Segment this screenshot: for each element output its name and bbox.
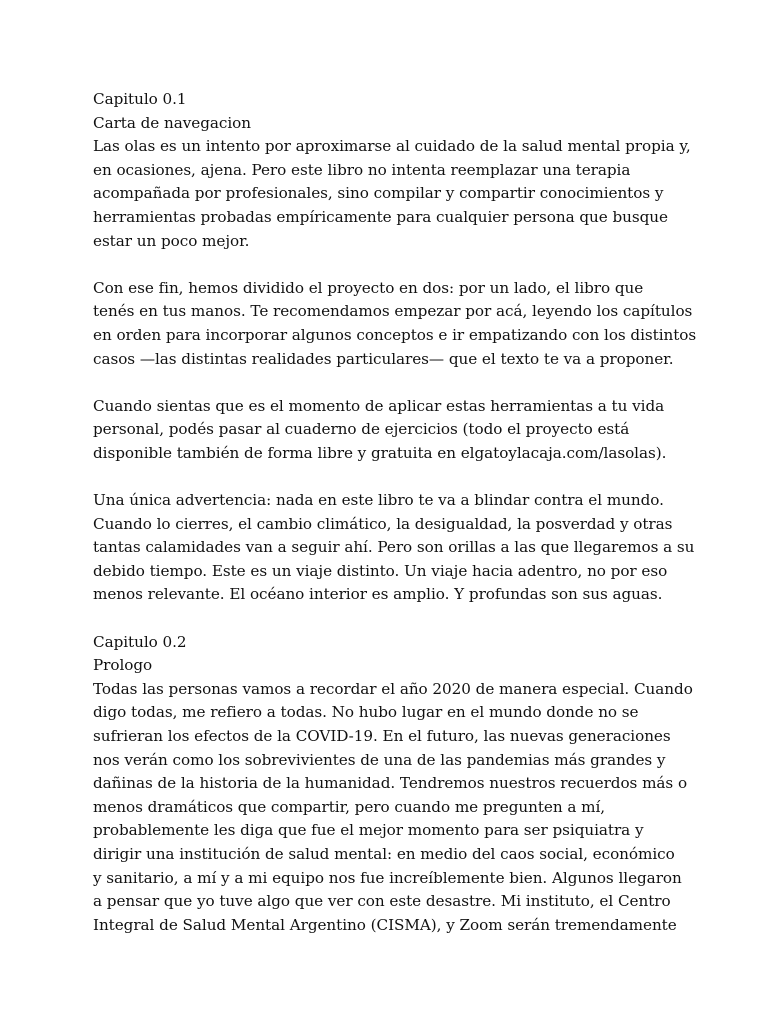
text-line: en ocasiones, ajena. Pero este libro no intenta reemplazar una terapia [93, 160, 631, 179]
paragraph [93, 678, 693, 938]
text-line: personal, podés pasar al cuaderno de ejercicios (todo el proyecto está [93, 420, 630, 439]
paragraph-gap [93, 371, 683, 395]
text-line: Cuando sientas que es el momento de aplicar estas herramientas a tu vida [93, 396, 665, 415]
text-line: Una única advertencia: nada en este libro te va a blindar contra el mundo. [93, 491, 664, 510]
text-line: tantas calamidades van a seguir ahí. Pero son orillas a las que llegaremos a su [93, 538, 695, 557]
text-line: acompañada por profesionales, sino compilar y compartir conocimientos y [93, 184, 664, 203]
text-line: en orden para incorporar algunos conceptos e ir empatizando con los distintos [93, 325, 697, 344]
chapter-section [93, 88, 697, 607]
paragraph-gap [93, 466, 683, 490]
text-line: Con ese fin, hemos dividido el proyecto en dos: por un lado, el libro que [93, 278, 644, 297]
paragraph [93, 135, 691, 253]
chapter-title: Carta de navegacion [93, 113, 251, 132]
text-line: Cuando lo cierres, el cambio climático, la desigualdad, la posverdad y otras [93, 514, 673, 533]
text-line: a pensar que yo tuve algo que ver con este desastre. Mi instituto, el Centro [93, 892, 671, 911]
section-gap [93, 607, 683, 631]
text-line: dañinas de la historia de la humanidad. Tendremos nuestros recuerdos más o [93, 774, 688, 793]
text-line: disponible también de forma libre y gratuita en elgatoylacaja.com/lasolas). [93, 443, 667, 462]
text-line: tenés en tus manos. Te recomendamos empezar por acá, leyendo los capítulos [93, 302, 693, 321]
text-line: menos relevante. El océano interior es amplio. Y profundas son sus aguas. [93, 585, 663, 604]
chapter-title: Prologo [93, 656, 153, 675]
chapter-number: Capitulo 0.1 [93, 90, 187, 108]
text-line: herramientas probadas empíricamente para cualquier persona que busque [93, 207, 668, 226]
text-line: Todas las personas vamos a recordar el año 2020 de manera especial. Cuando [93, 679, 693, 698]
text-line: digo todas, me refiero a todas. No hubo lugar en el mundo donde no se [93, 703, 639, 722]
text-line: nos verán como los sobrevivientes de una de las pandemias más grandes y [93, 750, 666, 769]
paragraph [93, 277, 697, 371]
paragraph [93, 395, 683, 466]
text-line: Las olas es un intento por aproximarse al cuidado de la salud mental propia y, [93, 137, 691, 156]
paragraph [93, 489, 695, 607]
text-line: probablemente les diga que fue el mejor momento para ser psiquiatra y [93, 821, 644, 840]
text-line: dirigir una institución de salud mental: en medio del caos social, económico [93, 845, 675, 863]
text-line: casos —las distintas realidades particulares— que el texto te va a proponer. [93, 349, 674, 368]
text-line: debido tiempo. Este es un viaje distinto. Un viaje hacia adentro, no por eso [93, 561, 668, 580]
chapter-section [93, 607, 693, 937]
paragraph-gap [93, 253, 683, 277]
text-line: estar un poco mejor. [93, 231, 250, 250]
text-line: Integral de Salud Mental Argentino (CISMA), y Zoom serán tremendamente [93, 915, 677, 934]
chapter-number: Capitulo 0.2 [93, 632, 187, 651]
document-page [93, 88, 697, 937]
text-line: menos dramáticos que compartir, pero cuando me pregunten a mí, [93, 797, 606, 816]
text-line: sufrieran los efectos de la COVID-19. En el futuro, las nuevas generaciones [93, 727, 671, 746]
text-line: y sanitario, a mí y a mi equipo nos fue increíblemente bien. Algunos llegaron [93, 868, 682, 887]
